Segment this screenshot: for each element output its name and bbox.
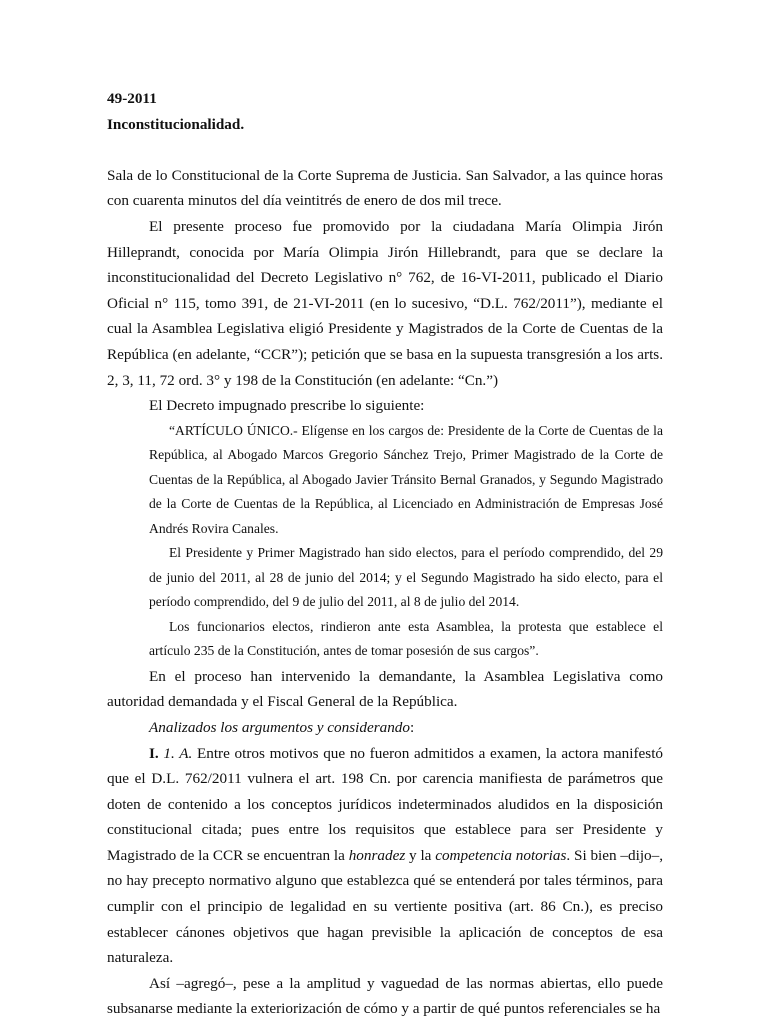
- paragraph-considering: [107, 715, 663, 741]
- paragraph-process: El presente proceso fue promovido por la ciudadana María Olimpia Jirón Hilleprandt, conocida por María Olimpia Jirón Hillebrandt, para que se declare la inconstitucionalidad del Decreto Legislativo n° 762, de 16-VI-2011, publicado el Diario Oficial n° 115, tomo 391, de 21-VI-2011 (en lo sucesivo, “D.L. 762/2011”), mediante el cual la Asamblea Legislativa eligió Presidente y Magistrados de la Corte de Cuentas de la República (en adelante, “CCR”); petición que se basa en la supuesta transgresión a los arts. 2, 3, 11, 72 ord. 3° y 198 de la Constitución (en adelante: “Cn.”): [107, 217, 663, 389]
- decree-quote: [149, 419, 663, 664]
- section-roman: I.: [149, 744, 159, 762]
- case-type: Inconstitucionalidad.: [107, 115, 245, 133]
- quote-paragraph-2: El Presidente y Primer Magistrado han sido electos, para el período comprendido, del 29 de junio del 2011, al 28 de junio del 2014; y el Segundo Magistrado ha sido electo, para el período comprendido, del 9 de julio del 2011, al 8 de julio del 2014.: [149, 545, 663, 610]
- paragraph-added: Así –agregó–, pese a la amplitud y vaguedad de las normas abiertas, ello puede subsanarse mediante la exteriorización de cómo y a partir de qué puntos referenciales se ha: [107, 974, 663, 1018]
- document-page: [107, 86, 663, 1022]
- term-honradez: honradez: [348, 846, 406, 864]
- paragraph-decree-intro: El Decreto impugnado prescribe lo siguiente:: [149, 397, 425, 415]
- case-number: 49-2011: [107, 90, 157, 107]
- quote-paragraph-1: “ARTÍCULO ÚNICO.- Elígense en los cargos de: Presidente de la Corte de Cuentas de la República, al Abogado Marcos Gregorio Sánchez Trejo, Primer Magistrado de la Corte de Cuentas de la República, al Abogado Javier Tránsito Bernal Granados, y Segundo Magistrado de la Corte de Cuentas de la República, al Licenciado en Administración de Empresas José Andrés Rovira Canales.: [149, 422, 663, 536]
- section-text-b: . Si bien –dijo–, no hay precepto normativo alguno que establezca qué se entenderá por tales términos, para cumplir con el principio de legalidad en su vertiente positiva (art. 86 Cn.), es preciso establecer cánones objetivos que hagan previsible la aplicación de conceptos de esa naturaleza.: [107, 846, 664, 967]
- considering-colon: :: [410, 718, 415, 736]
- section-sub: 1. A.: [163, 744, 193, 762]
- paragraph-intervenors: En el proceso han intervenido la demandante, la Asamblea Legislativa como autoridad demandada y el Fiscal General de la República.: [107, 667, 663, 711]
- paragraph-opening: Sala de lo Constitucional de la Corte Suprema de Justicia. San Salvador, a las quince horas con cuarenta minutos del día veintitrés de enero de dos mil trece.: [107, 166, 663, 210]
- section-text-a: Entre otros motivos que no fueron admitidos a examen, la actora manifestó que el D.L. 762/2011 vulnera el art. 198 Cn. por carencia manifiesta de parámetros que doten de contenido a los conceptos jurídicos indeterminados aludidos en la disposición constitucional citada; pues entre los requisitos que establece para ser Presidente y Magistrado de la CCR se encuentran la: [107, 744, 664, 864]
- section-text-y: y la: [409, 846, 432, 864]
- quote-paragraph-3: Los funcionarios electos, rindieron ante esta Asamblea, la protesta que establece el artículo 235 de la Constitución, antes de tomar posesión de sus cargos”.: [149, 618, 663, 659]
- spacer: [107, 137, 663, 163]
- paragraph-section-i: [107, 741, 663, 971]
- considering-text: Analizados los argumentos y considerando: [149, 718, 410, 736]
- term-competencia: competencia notorias: [435, 846, 567, 864]
